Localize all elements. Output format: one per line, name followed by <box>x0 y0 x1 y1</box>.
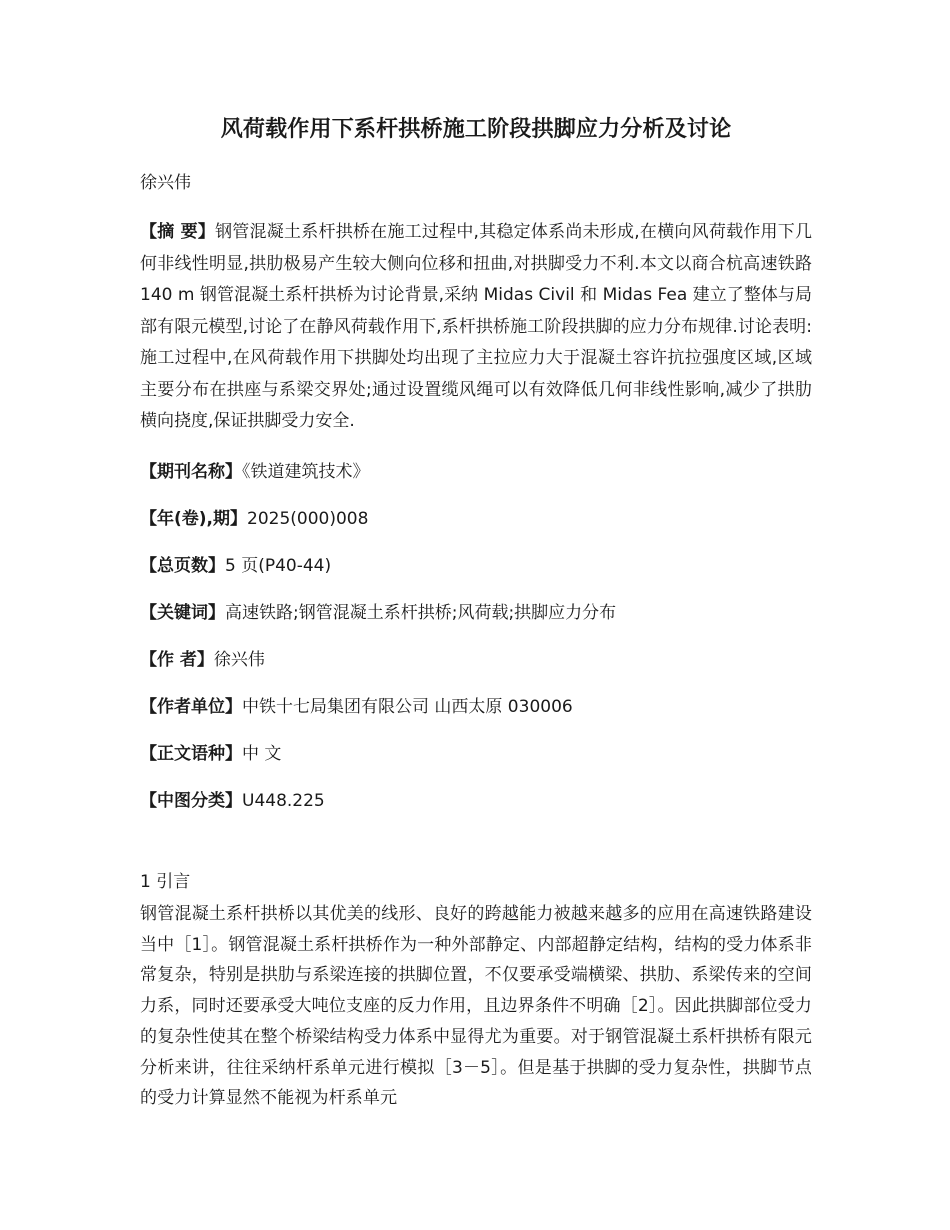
field-keywords <box>140 600 616 626</box>
field-value: 中铁十七局集团有限公司 山西太原 030006 <box>242 697 573 717</box>
field-value: 5 页(P40-44) <box>225 556 332 576</box>
field-language <box>140 741 281 767</box>
field-value: 高速铁路;钢管混凝土系杆拱桥;风荷载;拱脚应力分布 <box>225 603 617 623</box>
field-affiliation <box>140 694 573 720</box>
field-label: 【期刊名称】 <box>140 462 242 482</box>
field-label: 【关键词】 <box>140 603 225 623</box>
field-label: 【年(卷),期】 <box>140 509 247 529</box>
abstract-text: 钢管混凝土系杆拱桥在施工过程中,其稳定体系尚未形成,在横向风荷载作用下几何非线性明显,拱肋极易产生较大侧向位移和扭曲,对拱脚受力不利.本文以商合杭高速铁路 140 m 钢管混凝土系杆拱桥为讨论背景,采纳 Midas Civil 和 Midas Fea 建立了整体与局部有限元模型,讨论了在静风荷载作用下,系杆拱桥施工阶段拱脚的应力分布规律.讨论表明:施工过程中,在风荷载作用下拱脚处均出现了主拉应力大于混凝土容许抗拉强度区域,区域主要分布在拱座与系梁交界处;通过设置缆风绳可以有效降低几何非线性影响,减少了拱肋横向挠度,保证拱脚受力安全. <box>140 222 812 431</box>
field-author <box>140 647 265 673</box>
field-classification <box>140 788 325 814</box>
abstract <box>140 217 812 438</box>
field-total-pages <box>140 553 331 579</box>
field-value: 《铁道建筑技术》 <box>242 462 370 482</box>
author-line: 徐兴伟 <box>140 173 191 193</box>
section-body: 钢管混凝土系杆拱桥以其优美的线形、良好的跨越能力被越来越多的应用在高速铁路建设当中［1］。钢管混凝土系杆拱桥作为一种外部静定、内部超静定结构，结构的受力体系非常复杂，特别是拱肋与系梁连接的拱脚位置，不仅要承受端横梁、拱肋、系梁传来的空间力系，同时还要承受大吨位支座的反力作用，且边界条件不明确［2］。因此拱脚部位受力的复杂性使其在整个桥梁结构受力体系中显得尤为重要。对于钢管混凝土系杆拱桥有限元分析来讲，往往采纳杆系单元进行模拟［3－5］。但是基于拱脚的受力复杂性，拱脚节点的受力计算显然不能视为杆系单元 <box>140 904 812 1109</box>
section-heading: 1 引言 <box>140 872 191 892</box>
field-label: 【作者单位】 <box>140 697 242 717</box>
field-label: 【正文语种】 <box>140 744 242 764</box>
field-label: 【总页数】 <box>140 556 225 576</box>
field-value: 2025(000)008 <box>247 509 369 529</box>
field-year-volume-issue <box>140 506 368 532</box>
field-value: 中 文 <box>242 744 282 764</box>
field-value: 徐兴伟 <box>213 650 265 670</box>
field-value: U448.225 <box>242 791 325 811</box>
field-label: 【中图分类】 <box>140 791 242 811</box>
field-label: 【作 者】 <box>140 650 214 670</box>
document-title: 风荷载作用下系杆拱桥施工阶段拱脚应力分析及讨论 <box>220 117 732 142</box>
abstract-label: 【摘 要】 <box>140 222 216 242</box>
field-journal-name <box>140 459 370 485</box>
